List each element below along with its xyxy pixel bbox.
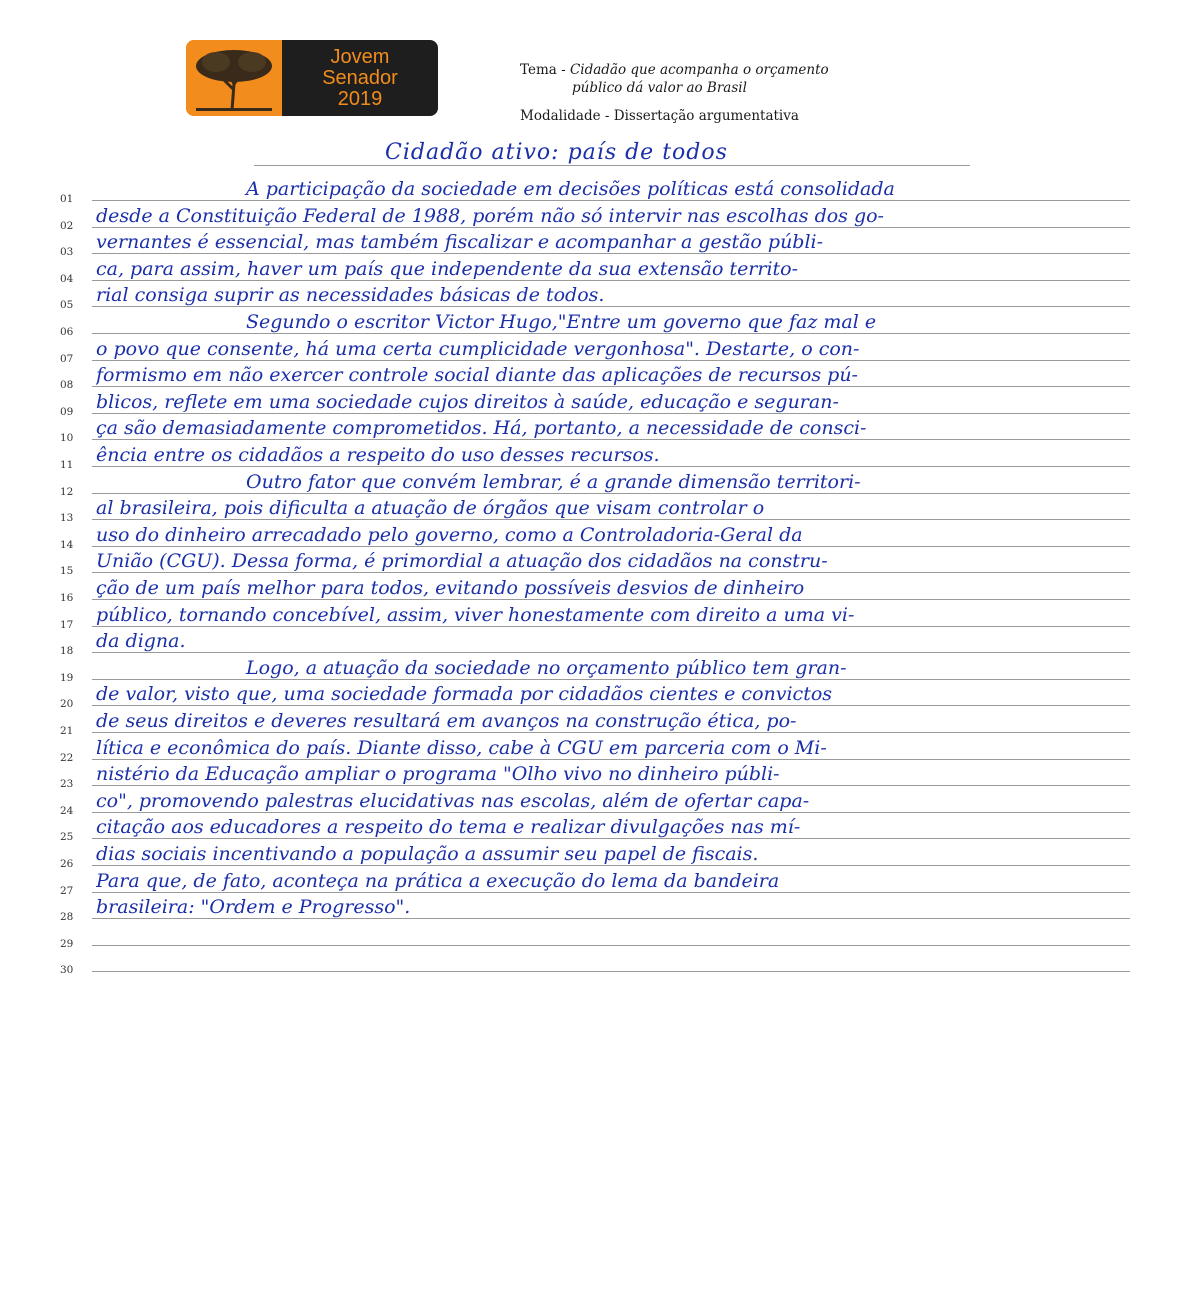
essay-line	[60, 201, 1130, 232]
line-number: 28	[60, 911, 74, 924]
essay-line	[60, 813, 1130, 844]
tema-text-2: público dá valor ao Brasil	[572, 80, 747, 96]
line-text: desde a Constituição Federal de 1988, porém não só intervir nas escolhas dos go-	[96, 204, 884, 227]
essay-line	[60, 228, 1130, 259]
logo-line-1: Jovem	[330, 45, 390, 68]
essay-line	[60, 680, 1130, 711]
essay-line	[60, 440, 1130, 471]
essay-line	[60, 307, 1130, 338]
line-text: uso do dinheiro arrecadado pelo governo, como a Controladoria-Geral da	[96, 523, 803, 546]
line-text: formismo em não exercer controle social diante das aplicações de recursos pú-	[96, 364, 858, 387]
line-number: 25	[60, 831, 74, 844]
line-number: 15	[60, 565, 74, 578]
essay-line	[60, 653, 1130, 684]
line-text: ça são demasiadamente comprometidos. Há, portanto, a necessidade de consci-	[96, 417, 867, 440]
essay-title: Cidadão ativo: país de todos	[385, 140, 728, 165]
line-text: de seus direitos e deveres resultará em avanços na construção ética, po-	[96, 709, 797, 732]
essay-line	[60, 573, 1130, 604]
line-number: 14	[60, 538, 74, 551]
line-number: 17	[60, 618, 74, 631]
line-text: Para que, de fato, aconteça na prática a execução do lema da bandeira	[96, 869, 780, 892]
line-number: 06	[60, 325, 74, 338]
line-number: 24	[60, 804, 74, 817]
line-text: União (CGU). Dessa forma, é primordial a atuação dos cidadãos na constru-	[96, 550, 828, 573]
line-number: 19	[60, 671, 74, 684]
logo-line-3: 2019	[337, 87, 383, 110]
essay-line	[60, 760, 1130, 791]
line-text: rial consiga suprir as necessidades básicas de todos.	[96, 284, 605, 307]
line-number: 04	[60, 272, 74, 285]
line-text: ca, para assim, haver um país que independente da sua extensão territo-	[96, 257, 799, 280]
line-text: A participação da sociedade em decisões políticas está consolidada	[246, 177, 895, 200]
tema-label: Tema -	[520, 62, 570, 78]
line-number: 05	[60, 299, 74, 312]
line-number: 11	[60, 458, 74, 471]
essay-line	[60, 494, 1130, 525]
essay-line	[60, 467, 1130, 498]
line-text: nistério da Educação ampliar o programa "Olho vivo no dinheiro públi-	[96, 763, 780, 786]
essay-line	[60, 520, 1130, 551]
logo-line-2: Senador	[322, 66, 398, 89]
line-text: brasileira: "Ordem e Progresso".	[96, 896, 411, 919]
line-number: 10	[60, 432, 74, 445]
line-number: 23	[60, 778, 74, 791]
line-number: 26	[60, 857, 74, 870]
line-text: citação aos educadores a respeito do tema e realizar divulgações nas mí-	[96, 816, 801, 839]
line-number: 02	[60, 219, 74, 232]
line-text: Outro fator que convém lembrar, é a grande dimensão territori-	[246, 470, 861, 493]
line-number: 29	[60, 937, 74, 950]
line-rule	[92, 971, 1130, 972]
line-text: ção de um país melhor para todos, evitando possíveis desvios de dinheiro	[96, 576, 805, 599]
line-text: co", promovendo palestras elucidativas nas escolas, além de ofertar capa-	[96, 789, 810, 812]
line-text: blicos, reflete em uma sociedade cujos direitos à saúde, educação e seguran-	[96, 390, 839, 413]
modalidade-label: Modalidade -	[520, 108, 614, 124]
line-text: da digna.	[96, 630, 186, 653]
essay-line	[60, 414, 1130, 445]
line-text: vernantes é essencial, mas também fiscalizar e acompanhar a gestão públi-	[96, 231, 824, 254]
line-text: ência entre os cidadãos a respeito do uso desses recursos.	[96, 443, 660, 466]
line-number: 13	[60, 512, 74, 525]
line-number: 16	[60, 591, 74, 604]
line-number: 20	[60, 698, 74, 711]
modalidade-text: Dissertação argumentativa	[613, 108, 799, 124]
essay-line	[60, 361, 1130, 392]
line-number: 27	[60, 884, 74, 897]
line-text: público, tornando concebível, assim, viver honestamente com direito a uma vi-	[96, 603, 855, 626]
line-text: de valor, visto que, uma sociedade formada por cidadãos cientes e convictos	[96, 683, 833, 706]
essay-line	[60, 387, 1130, 418]
essay-line	[60, 254, 1130, 285]
line-number: 03	[60, 246, 74, 259]
essay-line	[60, 866, 1130, 897]
line-number: 12	[60, 485, 74, 498]
essay-line	[60, 627, 1130, 658]
essay-line	[60, 893, 1130, 924]
line-text: Segundo o escritor Victor Hugo,"Entre um governo que faz mal e	[246, 310, 877, 333]
line-text: Logo, a atuação da sociedade no orçamento público tem gran-	[246, 656, 847, 679]
line-number: 18	[60, 645, 74, 658]
essay-line	[60, 281, 1130, 312]
line-number: 08	[60, 379, 74, 392]
line-text: dias sociais incentivando a população a assumir seu papel de fiscais.	[96, 842, 759, 865]
essay-line	[60, 334, 1130, 365]
essay-line	[60, 706, 1130, 737]
line-text: al brasileira, pois dificulta a atuação de órgãos que visam controlar o	[96, 497, 765, 520]
essay-line	[60, 919, 1130, 950]
tema-text-1: Cidadão que acompanha o orçamento	[569, 62, 829, 78]
essay-line	[60, 547, 1130, 578]
line-number: 21	[60, 724, 74, 737]
line-number: 01	[60, 192, 74, 205]
line-text: o povo que consente, há uma certa cumplicidade vergonhosa". Destarte, o con-	[96, 337, 860, 360]
line-number: 22	[60, 751, 74, 764]
essay-line	[60, 946, 1130, 977]
line-number: 30	[60, 964, 74, 977]
essay-line	[60, 174, 1130, 205]
essay-line	[60, 839, 1130, 870]
essay-line	[60, 600, 1130, 631]
line-number: 09	[60, 405, 74, 418]
line-text: lítica e econômica do país. Diante disso, cabe à CGU em parceria com o Mi-	[96, 736, 827, 759]
essay-line	[60, 733, 1130, 764]
essay-line	[60, 786, 1130, 817]
line-number: 07	[60, 352, 74, 365]
